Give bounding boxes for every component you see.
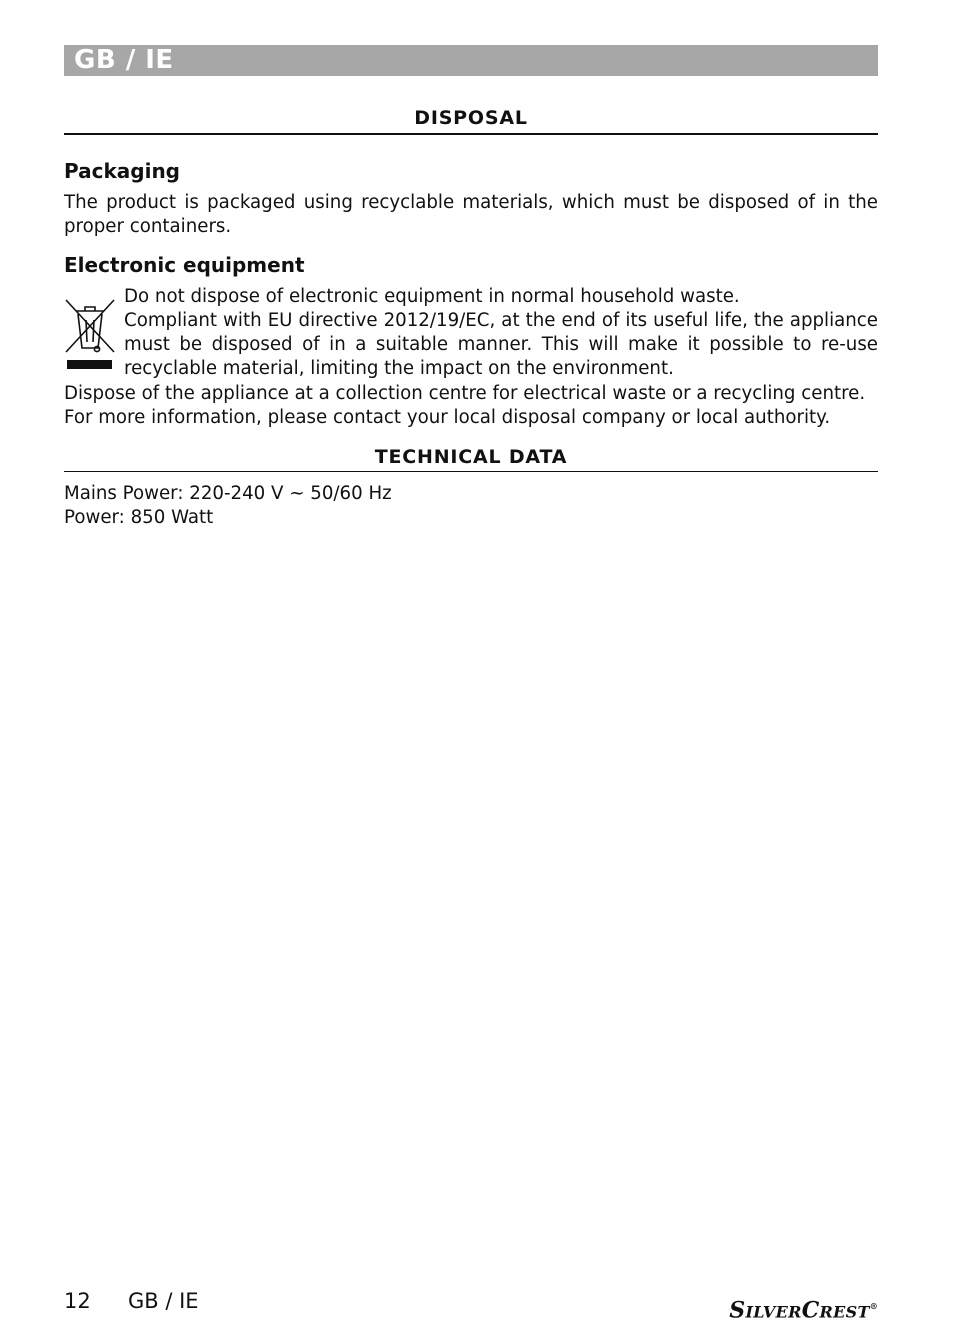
crossed-out-wheelie-bin-icon [64,296,116,370]
electronic-text-directive: Compliant with EU directive 2012/19/EC, at the end of its useful life, the appliance must be disposed of in a suitable manner. This will make it possible to re-use recyclable material, limiting the impact on the environment. [124,310,878,379]
disposal-divider [64,133,878,135]
packaging-title: Packaging [64,159,180,183]
electronic-text-line1: Do not dispose of electronic equipment in normal household waste. [124,286,740,307]
mains-power-text: Mains Power: 220-240 V ~ 50/60 Hz [64,483,392,504]
page-number: 12 [64,1289,91,1313]
footer-language-tag: GB / IE [128,1289,199,1313]
technical-data-divider [64,471,878,472]
electronic-equipment-title: Electronic equipment [64,253,305,277]
electronic-text-information: For more information, please contact your local disposal company or local authority. [64,407,831,428]
packaging-text: The product is packaged using recyclable materials, which must be disposed of in the proper containers. [64,192,878,237]
electronic-text-collection: Dispose of the appliance at a collection centre for electrical waste or a recycling centre. [64,383,866,404]
silvercrest-logo: SILVERCREST® [729,1297,878,1324]
power-text: Power: 850 Watt [64,507,214,528]
language-header-bar [64,45,878,76]
technical-data-heading: TECHNICAL DATA [374,446,568,468]
language-tag: GB / IE [74,45,174,75]
disposal-heading: DISPOSAL [414,107,528,129]
